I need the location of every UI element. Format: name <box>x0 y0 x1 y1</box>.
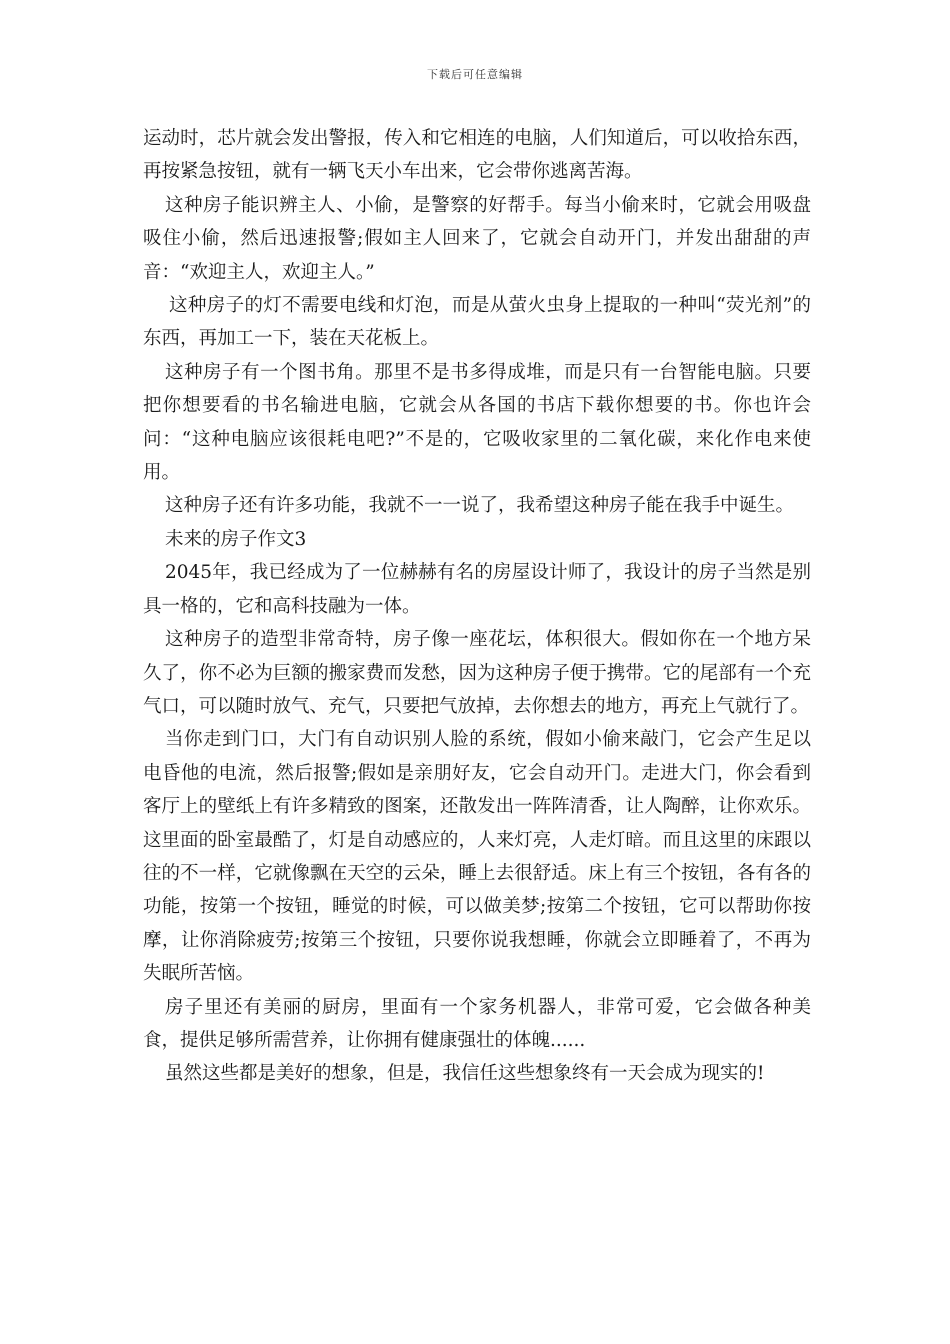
paragraph: 当你走到门口，大门有自动识别人脸的系统，假如小偷来敲门，它会产生足以电昏他的电流，然后报警;假如是亲朋好友，它会自动开门。走进大门，你会看到客厅上的壁纸上有许多精致的图案，还散发出一阵阵清香，让人陶醉，让你欢乐。这里面的卧室最酷了，灯是自动感应的，人来灯亮，人走灯暗。而且这里的床跟以往的不一样，它就像飘在天空的云朵，睡上去很舒适。床上有三个按钮，各有各的功能，按第一个按钮，睡觉的时候，可以做美梦;按第二个按钮，它可以帮助你按摩，让你消除疲劳;按第三个按钮，只要你说我想睡，你就会立即睡着了，不再为失眠所苦恼。 <box>143 729 811 985</box>
paragraph: 这种房子还有许多功能，我就不一一说了，我希望这种房子能在我手中诞生。 <box>165 495 795 517</box>
paragraph: 2045年，我已经成为了一位赫赫有名的房屋设计师了，我设计的房子当然是别具一格的，它和高科技融为一体。 <box>143 562 811 617</box>
paragraph: 这种房子的造型非常奇特，房子像一座花坛，体积很大。假如你在一个地方呆久了，你不必为巨额的搬家费而发愁，因为这种房子便于携带。它的尾部有一个充气口，可以随时放气、充气，只要把气放掉，去你想去的地方，再充上气就行了。 <box>143 629 811 717</box>
paragraph: 房子里还有美丽的厨房，里面有一个家务机器人，非常可爱，它会做各种美食，提供足够所需营养，让你拥有健康强壮的体魄...... <box>143 996 811 1051</box>
section-heading: 未来的房子作文3 <box>165 528 307 550</box>
paragraph: 这种房子能识辨主人、小偷，是警察的好帮手。每当小偷来时，它就会用吸盘吸住小偷，然后迅速报警;假如主人回来了，它就会自动开门，并发出甜甜的声音：“欢迎主人，欢迎主人。” <box>143 194 811 283</box>
paragraph: 虽然这些都是美好的想象，但是，我信任这些想象终有一天会成为现实的! <box>165 1063 765 1085</box>
document-body <box>143 122 811 1091</box>
paragraph: 运动时，芯片就会发出警报，传入和它相连的电脑，人们知道后，可以收拾东西，再按紧急按钮，就有一辆飞天小车出来，它会带你逃离苦海。 <box>143 128 811 183</box>
paragraph: 这种房子的灯不需要电线和灯泡，而是从萤火虫身上提取的一种叫“荧光剂”的东西，再加工一下，装在天花板上。 <box>143 295 811 350</box>
paragraph: 这种房子有一个图书角。那里不是书多得成堆，而是只有一台智能电脑。只要把你想要看的书名输进电脑，它就会从各国的书店下载你想要的书。你也许会问：“这种电脑应该很耗电吧?”不是的，它吸收家里的二氧化碳，来化作电来使用。 <box>143 361 811 484</box>
page-header: 下载后可任意编辑 <box>427 68 523 81</box>
